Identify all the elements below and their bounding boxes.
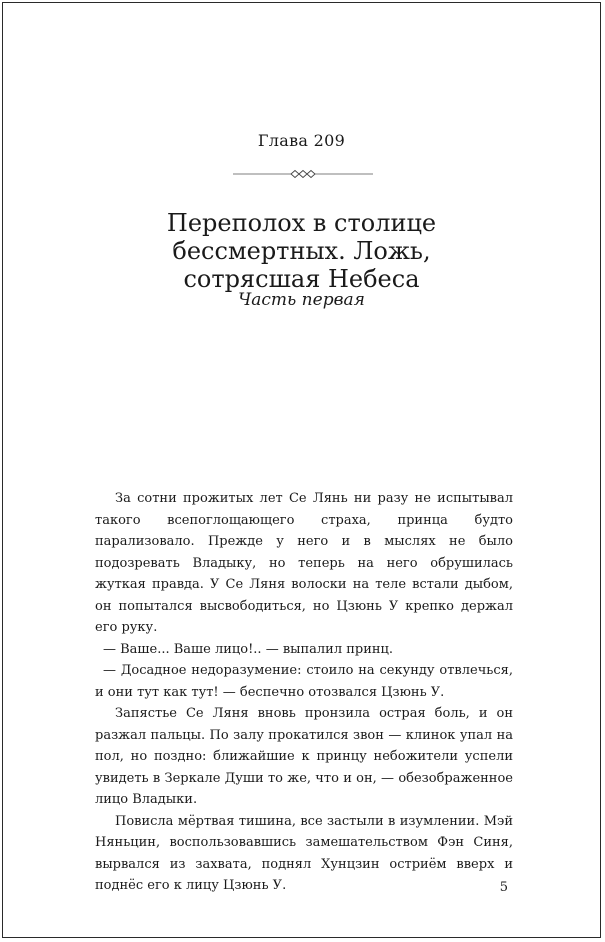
paragraph: Запястье Се Ляня вновь пронзила острая боль, и он разжал пальцы. По залу прокатился звон — клинок упал на пол, но поздно: ближайшие к принцу небожители успели увидеть в Зеркале Души то же, что и он, — обезображенное лицо Владыки. [95,706,513,807]
paragraph: Повисла мёртвая тишина, все застыли в изумлении. Мэй Няньцин, воспользовавшись замешательством Фэн Синя, вырвался из захвата, поднял Хунцзин остриём вверх и поднёс его к лицу Цзюнь У. [95,813,513,893]
chapter-title-line: бессмертных. Ложь, [172,237,431,266]
dialogue-paragraph: — Ваше... Ваше лицо!.. — выпалил принц. [103,641,394,657]
chapter-title-line: Переполох в столице [166,209,437,238]
ornament-divider-icon [233,169,373,179]
book-page [2,2,601,938]
page-number: 5 [499,880,508,895]
chapter-title-line: сотрясшая Небеса [183,265,420,294]
paragraph: За сотни прожитых лет Се Лянь ни разу не испытывал такого всепоглощающего страха, принца будто парализовало. Прежде у него и в мыслях не было подозревать Владыку, но теперь на него обрушилась жуткая правда. У Се Ляня волоски на теле встали дыбом, он попытался высвободиться, но Цзюнь У крепко держал его руку. [95,491,513,635]
chapter-subtitle: Часть первая [238,290,365,310]
dialogue-paragraph: — Досадное недоразумение: стоило на секунду отвлечься, и они тут как тут! — беспечно отозвался Цзюнь У. [95,663,513,700]
chapter-title [63,209,540,293]
chapter-label: Глава 209 [257,131,346,150]
body-text [95,488,513,897]
